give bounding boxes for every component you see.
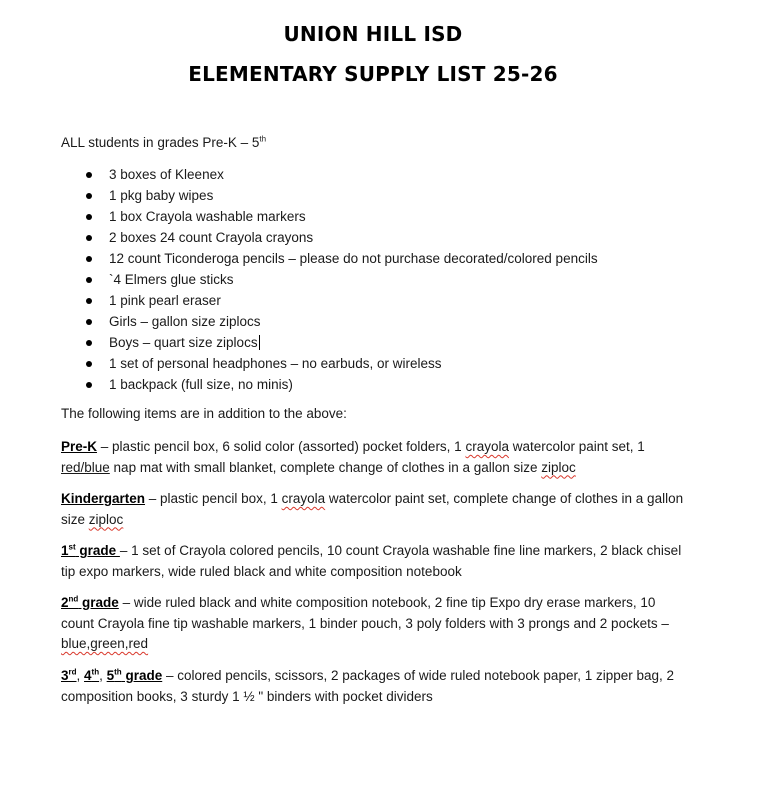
list-item-text: 12 count Ticonderoga pencils – please do not purchase decorated/colored pencils (109, 251, 598, 266)
bullet-icon (86, 235, 92, 241)
all-students-supply-list (109, 164, 598, 395)
list-item (109, 311, 598, 332)
grade-number: 5 (106, 668, 115, 683)
list-item-text: 1 pkg baby wipes (109, 188, 214, 203)
grade-label-second (61, 595, 119, 610)
grade-text: – colored pencils, scissors, 2 packages of wide ruled notebook paper, 1 zipper bag, 2 composition books, 3 sturdy 1 ½ " binders with pocket dividers (61, 668, 675, 704)
list-item (109, 185, 598, 206)
bullet-icon (86, 340, 92, 346)
bullet-icon (86, 298, 92, 304)
grade-separator: , (99, 668, 107, 683)
list-item-text: 1 box Crayola washable markers (109, 209, 306, 224)
list-item (109, 164, 598, 185)
kindergarten-supplies (61, 489, 691, 530)
prek-supplies (61, 437, 691, 478)
grade-label-third-fifth (61, 668, 77, 683)
grade-number: 3 (61, 668, 69, 683)
list-item-text: 2 boxes 24 count Crayola crayons (109, 230, 314, 245)
list-item-text: Girls – gallon size ziplocs (109, 314, 261, 329)
flagged-word: ziploc (88, 511, 124, 527)
grade-text: – plastic pencil box, 6 solid color (assorted) pocket folders, 1 (97, 439, 466, 454)
grade-label-fourth (84, 668, 99, 683)
list-item (109, 269, 598, 290)
list-item (109, 374, 598, 395)
grade-label-fifth (107, 668, 163, 683)
grade-text: watercolor paint set, 1 (508, 439, 645, 454)
grade-word: grade (75, 543, 120, 558)
grade-word: grade (78, 595, 119, 610)
additional-items-note: The following items are in addition to the above: (61, 406, 347, 421)
grade-text: – plastic pencil box, 1 (145, 491, 282, 506)
bullet-icon (86, 256, 92, 262)
flagged-word: ziploc (541, 459, 576, 475)
grade-label-kindergarten: Kindergarten (61, 491, 146, 506)
list-item (109, 227, 598, 248)
flagged-word: crayola (281, 491, 326, 506)
bullet-icon (86, 277, 92, 283)
grade-label-first (61, 543, 120, 558)
list-item-text: Boys – quart size ziplocs (109, 335, 258, 350)
grade-suffix: nd (68, 594, 79, 604)
third-fifth-grade-supplies (61, 666, 691, 707)
list-item (109, 353, 598, 374)
list-item-text: 1 pink pearl eraser (109, 293, 221, 308)
grade-text: – 1 set of Crayola colored pencils, 10 count Crayola washable fine line markers, 2 black chisel tip expo markers, wide ruled black and white composition notebook (61, 543, 682, 579)
grade-separator: , (76, 668, 85, 683)
grade-text: – wide ruled black and white composition notebook, 2 fine tip Expo dry erase markers, 10 count Crayola fine tip washable markers, 1 binder pouch, 3 poly folders with 3 prongs and 2 pockets – (61, 595, 669, 631)
bullet-icon (86, 193, 92, 199)
grade-number: 1 (61, 543, 69, 558)
list-item-text: 1 backpack (full size, no minis) (109, 377, 293, 392)
grade-suffix: st (68, 542, 76, 552)
flagged-word: crayola (465, 439, 509, 454)
list-item (109, 206, 598, 227)
grade-suffix: rd (68, 667, 77, 677)
list-item-text: `4 Elmers glue sticks (109, 272, 234, 287)
bullet-icon (86, 382, 92, 388)
bullet-icon (86, 214, 92, 220)
list-item-text: 1 set of personal headphones – no earbuds, or wireless (109, 356, 442, 371)
list-item-text: 3 boxes of Kleenex (109, 167, 224, 182)
list-item (109, 290, 598, 311)
bullet-icon (86, 172, 92, 178)
intro-superscript: th (259, 134, 267, 144)
text-cursor (259, 335, 260, 350)
grade-number: 2 (61, 595, 69, 610)
grade-word: grade (121, 668, 163, 683)
list-item (109, 332, 598, 353)
second-grade-supplies (61, 593, 691, 655)
grade-label-prek: Pre-K (61, 439, 98, 454)
flagged-word: blue,green,red (61, 636, 149, 651)
list-item (109, 248, 598, 269)
grade-text: nap mat with small blanket, complete change of clothes in a gallon size (109, 459, 542, 475)
bullet-icon (86, 319, 92, 325)
grade-suffix: th (91, 667, 100, 677)
first-grade-supplies (61, 541, 691, 582)
grade-suffix: th (114, 667, 122, 677)
supply-list-title: ELEMENTARY SUPPLY LIST 25-26 (188, 62, 558, 86)
underlined-text: red/blue (61, 459, 110, 475)
grade-text: watercolor paint set, complete change of clothes in a gallon size (61, 491, 684, 527)
intro-text: ALL students in grades Pre-K – 5 (61, 135, 260, 150)
intro-line (61, 133, 691, 154)
district-title: UNION HILL ISD (283, 22, 463, 46)
bullet-icon (86, 361, 92, 367)
grade-number: 4 (84, 668, 92, 683)
